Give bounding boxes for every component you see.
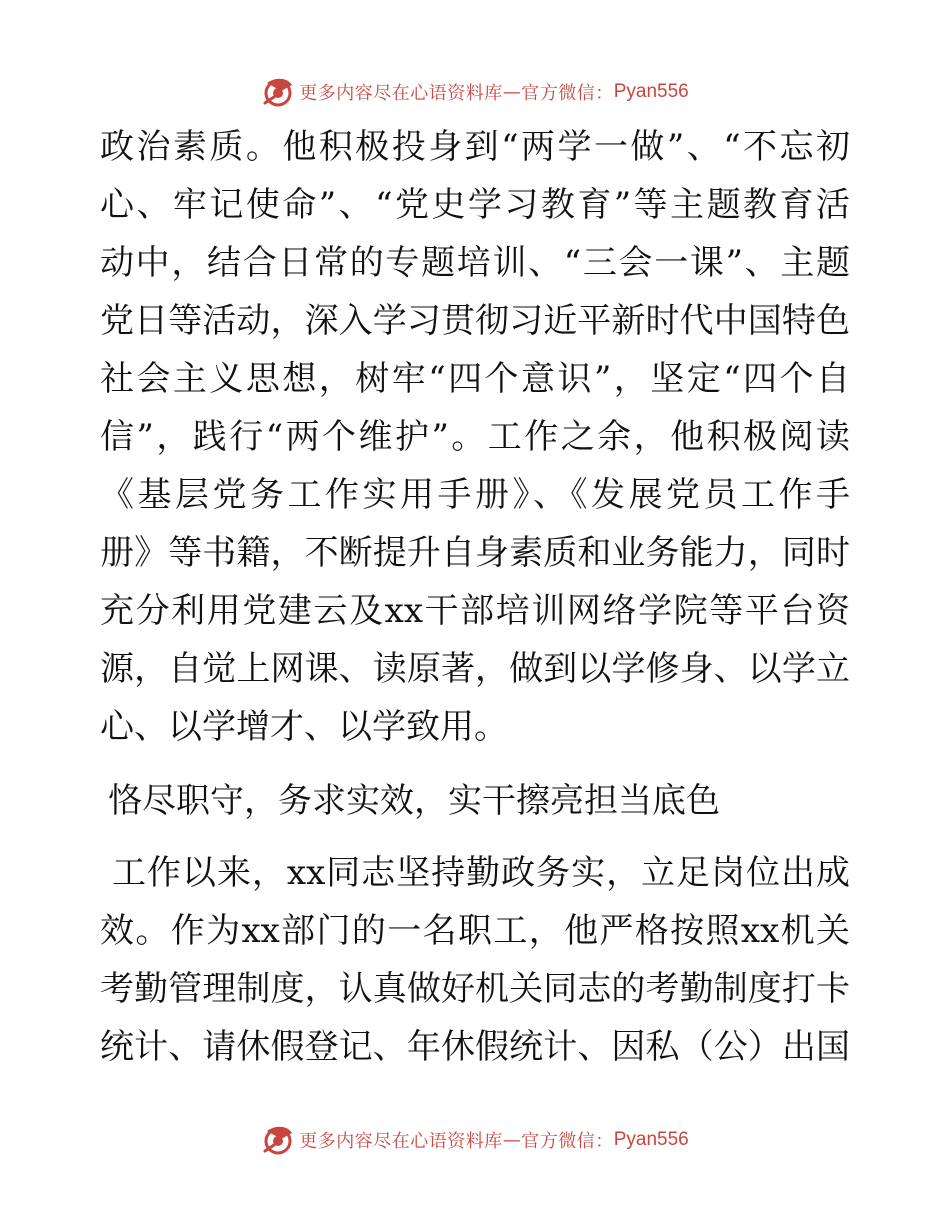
text-line: 源，自觉上网课、读原著，做到以学修身、以学立 bbox=[100, 649, 850, 689]
text-line: 政治素质。他积极投身到“两学一做”、“不忘初 bbox=[100, 127, 850, 167]
quill-seal-icon bbox=[261, 1123, 295, 1157]
watermark-separator: — bbox=[502, 1129, 522, 1151]
text-line: 效。作为xx部门的一名职工，他严格按照xx机关 bbox=[100, 911, 850, 951]
watermark-wechat-id: Pyan556 bbox=[613, 1129, 689, 1150]
text-line: 动中，结合日常的专题培训、“三会一课”、主题 bbox=[100, 243, 850, 283]
text-line: 册》等书籍，不断提升自身素质和业务能力，同时 bbox=[100, 533, 850, 573]
watermark-text: 更多内容尽在心语资料库 bbox=[299, 1131, 503, 1152]
text-line: 心、牢记使命”、“党史学习教育”等主题教育活 bbox=[100, 185, 850, 225]
watermark-separator: — bbox=[502, 81, 522, 103]
paragraph-2 bbox=[100, 844, 850, 1076]
text-line: 社会主义思想，树牢“四个意识”，坚定“四个自 bbox=[100, 359, 850, 399]
footer-watermark bbox=[0, 1120, 950, 1160]
watermark-wechat-id: Pyan556 bbox=[613, 81, 689, 102]
text-line: 充分利用党建云及xx干部培训网络学院等平台资 bbox=[100, 591, 850, 631]
watermark-label: 官方微信： bbox=[521, 83, 614, 104]
text-line: 《基层党务工作实用手册》、《发展党员工作手 bbox=[100, 475, 850, 515]
watermark-label: 官方微信： bbox=[521, 1131, 614, 1152]
text-line: 心、以学增才、以学致用。 bbox=[100, 707, 508, 747]
text-line: 工作以来，xx同志坚持勤政务实，立足岗位出成 bbox=[112, 853, 850, 893]
section-heading: 恪尽职守，务求实效，实干擦亮担当底色 bbox=[108, 781, 720, 821]
watermark-text: 更多内容尽在心语资料库 bbox=[299, 83, 503, 104]
quill-seal-icon bbox=[261, 75, 295, 109]
text-line: 信”，践行“两个维护”。工作之余，他积极阅读 bbox=[100, 417, 850, 457]
text-line: 统计、请休假登记、年休假统计、因私（公）出国 bbox=[100, 1027, 850, 1067]
document-body bbox=[100, 118, 850, 1076]
paragraph-1 bbox=[100, 118, 850, 756]
text-line: 党日等活动，深入学习贯彻习近平新时代中国特色 bbox=[100, 301, 850, 341]
text-line: 考勤管理制度，认真做好机关同志的考勤制度打卡 bbox=[100, 969, 850, 1009]
header-watermark bbox=[0, 72, 950, 112]
